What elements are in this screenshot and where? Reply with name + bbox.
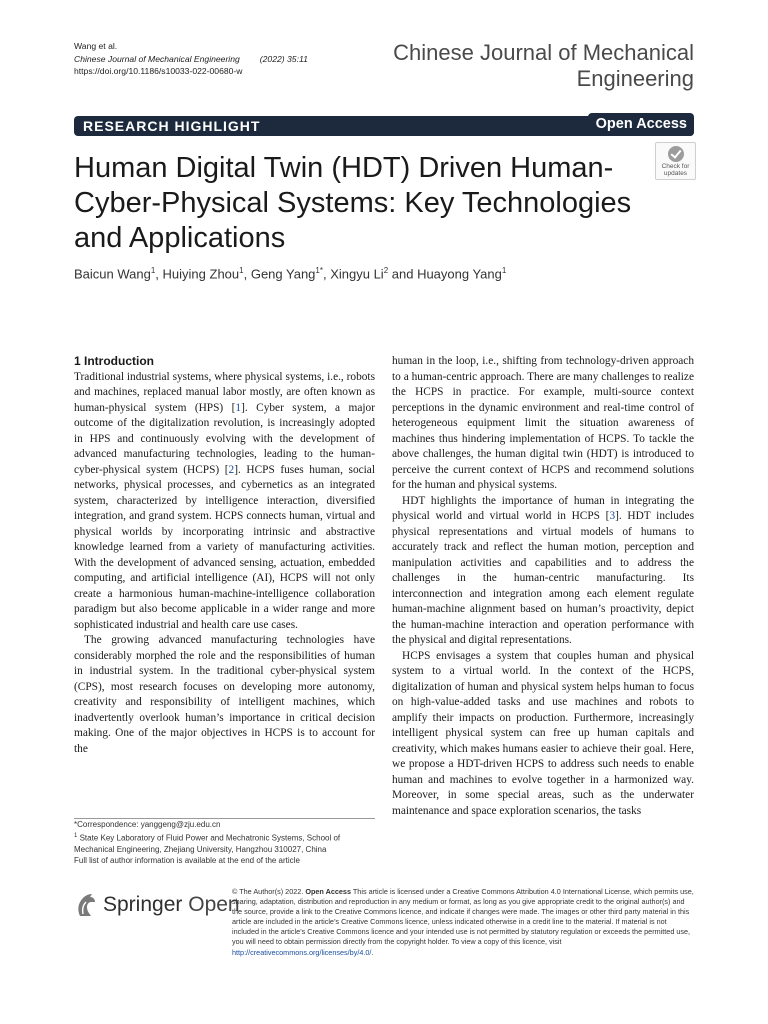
author-sep: , — [243, 266, 251, 282]
springer-horse-icon — [74, 892, 98, 918]
author-affil: 1* — [315, 266, 323, 275]
paragraph — [74, 370, 375, 634]
publisher-name-suffix: Open — [188, 893, 240, 916]
affil-sup: 1 — [74, 832, 78, 839]
open-access-badge: Open Access — [588, 113, 694, 136]
body-column-left — [74, 354, 375, 757]
author-list — [74, 263, 674, 282]
journal-abbrev: Chinese Journal of Mechanical Engineering — [74, 53, 240, 64]
body-column-right — [392, 354, 694, 819]
citation-link[interactable]: 3 — [609, 510, 616, 522]
license-text — [232, 887, 694, 958]
publisher-logo — [74, 889, 240, 921]
paragraph — [392, 494, 694, 649]
text-run: HDT highlights the importance of human in integrating the physical world and virtual world in HCPS [ — [392, 494, 694, 522]
author-sep: , — [322, 266, 331, 282]
section-heading: 1 Introduction — [74, 354, 154, 368]
check-updates-line1: Check for — [661, 163, 690, 170]
author-name: Huiying Zhou — [162, 266, 240, 282]
author-affil: 2 — [383, 266, 389, 275]
text-run: ]. Cyber system, a major outcome of the digitalization revolution, is increasingly adopted in HPS and continuously evolving with the development of advanced manufacturing technologies, leading to the human-cyber-physical system (HCPS) [ — [74, 401, 375, 476]
paragraph: The growing advanced manufacturing technologies have considerably morphed the role and the responsibilities of human in industrial system. In the traditional cyber-physical system (CPS), most research focuses on developing more autonomy, creativity and responsibility of intelligent machines, which inadvertently overlook human’s importance in critical decision making. One of the major objectives in HCPS is to account for the — [74, 634, 375, 755]
publisher-name — [103, 891, 240, 919]
author-short: Wang et al. — [74, 41, 118, 51]
license-statement — [232, 887, 694, 958]
author-affil: 1 — [150, 266, 156, 275]
author-name: Huayong Yang — [417, 266, 502, 282]
author-name: Baicun Wang — [74, 266, 151, 282]
paragraph: HCPS envisages a system that couples human and physical system to a virtual world. In the context of the HCPS, digitalization of human and physical system helps human to focus on high-value-added tasks and use machines and robots to amplify their impacts on production. Furthermore, increasingly intelligent physical system can free up human capitals and creativity, which makes humans easier to achieve their goal. Here, we propose a HDT-driven HCPS to address such needs to enable human and machines to evolve together in a harmonized way. Moreover, in some special areas, such as the underwater maintenance and space exploration scenarios, the tasks — [392, 649, 694, 817]
author-sep: , — [155, 266, 163, 282]
author-name: Xingyu Li — [330, 266, 384, 282]
article-title: Human Digital Twin (HDT) Driven Human-Cyber-Physical Systems: Key Technologies and Applications — [74, 152, 632, 254]
full-list-note: Full list of author information is available at the end of the article — [74, 856, 300, 866]
citation-link[interactable]: 2 — [228, 463, 235, 476]
affiliation-text: State Key Laboratory of Fluid Power and Mechatronic Systems, School of Mechanical Engineering, Zhejiang University, Hangzhou 310027, China — [74, 833, 341, 854]
license-end: . — [371, 947, 374, 957]
text-run: ]. HCPS fuses human, social networks, physical processes, and cybernetics as an integrated system, characterized by intelligence interaction, diversified integration, and grand system. HCPS connects human, virtual and physical worlds by incorporating intrinsic and abstractive knowledge learned from a variety of manufacturing activities. With the development of advanced sensing, actuation, embedded computing, and artificial intelligence (AI), HCPS will not only create a harmonious human-machine-intelligence collaboration paradigm but also become applicable in a wider range and more sophisticated industrial and health care use cases. — [74, 463, 375, 631]
correspondence: *Correspondence: yanggeng@zju.edu.cn — [74, 820, 221, 829]
check-updates-icon — [668, 146, 684, 162]
check-updates-line2: updates — [663, 170, 688, 177]
license-oa-label: Open Access — [305, 887, 351, 896]
text-run: ]. HDT includes physical representations and virtual models of humans to accurately track and reflect the human motion, perception and manipulation activities and capabilities and to address the challenges in the human-centric manufacturing. Its interconnection and integration among each element regulate human-machine alignment based on human’s proactivity, depict the human-machine interaction and operation performance with the physical and digital representations. — [392, 510, 694, 646]
text-run: Traditional industrial systems, where physical systems, i.e., robots and machines, replaced manual labor mostly, are often known as human-physical system (HPS) [ — [74, 370, 375, 414]
journal-citation — [74, 53, 308, 66]
affiliation — [74, 831, 375, 856]
article-meta — [74, 40, 308, 78]
author-affil: 1 — [239, 266, 244, 275]
article-type-banner — [74, 116, 694, 136]
doi-link[interactable]: https://doi.org/10.1186/s10033-022-00680-w — [74, 66, 243, 76]
license-link[interactable]: http://creativecommons.org/licenses/by/4.0/ — [232, 947, 372, 957]
article-type-label: RESEARCH HIGHLIGHT — [83, 118, 261, 134]
citation-link[interactable]: 1 — [235, 401, 242, 414]
license-body: This article is licensed under a Creative Commons Attribution 4.0 International License, which permits use, sharing, adaptation, distribution and reproduction in any medium or format, as long as you give appropriate credit to the original author(s) and the source, provide a link to the Creative Commons licence, and indicate if changes were made. The images or other third party material in this article are included in the article’s Creative Commons licence, unless indicated otherwise in a credit line to the material. If material is not included in the article’s Creative Commons licence and your intended use is not permitted by statutory regulation or exceeds the permitted use, you will need to obtain permission directly from the copyright holder. To view a copy of this licence, visit — [232, 887, 694, 947]
check-updates-label — [656, 163, 695, 177]
paragraph: human in the loop, i.e., shifting from technology-driven approach to a human-centric approach. There are many challenges to realize the HCPS in practice. For example, multi-source context perceptions in the dynamic environment and real-time control of heterogeneous equipment limit the situation awareness of machines thus hindering implementation of HCPS. To tackle the above challenges, the human digital twin (HDT) is introduced to perceive the current context of HCPS and recommend solutions for the human and physical systems. — [392, 355, 694, 491]
check-for-updates-button[interactable] — [655, 142, 696, 180]
copyright: © The Author(s) 2022. — [232, 887, 306, 896]
year-volume: (2022) 35:11 — [259, 53, 308, 64]
journal-name: Chinese Journal of Mechanical Engineering — [393, 40, 694, 91]
publisher-name-main: Springer — [103, 893, 183, 916]
author-name: Geng Yang — [250, 266, 316, 282]
footnotes — [74, 819, 375, 867]
author-affil: 1 — [501, 266, 507, 275]
author-sep: and — [388, 266, 418, 282]
